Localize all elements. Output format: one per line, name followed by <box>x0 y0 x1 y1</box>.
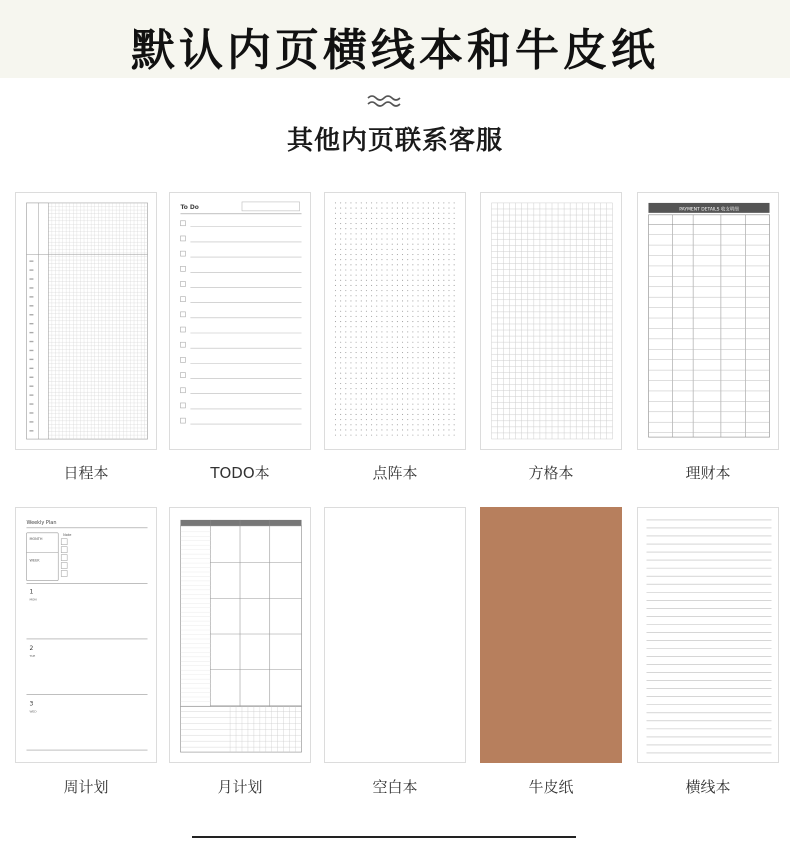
svg-text:3: 3 <box>29 700 34 708</box>
kraft-label: 牛皮纸 <box>528 778 574 796</box>
todo-page-sample <box>169 192 311 450</box>
blank-page-sample <box>324 507 466 763</box>
monthly-page-sample <box>169 507 311 763</box>
finance-page-sample <box>637 192 779 450</box>
svg-text:1: 1 <box>29 588 34 596</box>
schedule-page-sample <box>15 192 157 450</box>
svg-text:Note: Note <box>63 532 72 537</box>
svg-text:Weekly Plan: Weekly Plan <box>26 519 57 526</box>
dot-page-sample <box>324 192 466 450</box>
svg-text:WEEK: WEEK <box>29 558 40 563</box>
bottom-divider <box>192 836 576 841</box>
svg-text:PAYMENT DETAILS 收支明细: PAYMENT DETAILS 收支明细 <box>679 207 739 213</box>
wave-divider-icon <box>366 93 402 109</box>
grid-page-sample <box>480 192 622 450</box>
svg-text:2: 2 <box>29 644 34 652</box>
schedule-label: 日程本 <box>63 464 109 482</box>
weekly-label: 周计划 <box>63 778 109 796</box>
kraft-page-sample <box>480 507 622 763</box>
grid-label: 方格本 <box>528 464 574 482</box>
blank-label: 空白本 <box>372 778 418 796</box>
svg-text:To Do: To Do <box>180 203 199 211</box>
svg-text:MONTH: MONTH <box>29 536 43 541</box>
svg-text:MON: MON <box>29 597 37 602</box>
lined-page-sample <box>637 507 779 763</box>
dot-label: 点阵本 <box>372 464 418 482</box>
finance-label: 理财本 <box>685 464 731 482</box>
svg-text:WED: WED <box>29 709 37 714</box>
lined-label: 横线本 <box>685 778 731 796</box>
page-subtitle: 其他内页联系客服 <box>286 126 503 156</box>
todo-label: TODO本 <box>210 464 270 482</box>
svg-text:TUE: TUE <box>29 653 36 658</box>
page-title: 默认内页横线本和牛皮纸 <box>131 25 659 76</box>
title-banner <box>0 0 790 78</box>
monthly-label: 月计划 <box>217 778 263 796</box>
weekly-page-sample <box>15 507 157 763</box>
